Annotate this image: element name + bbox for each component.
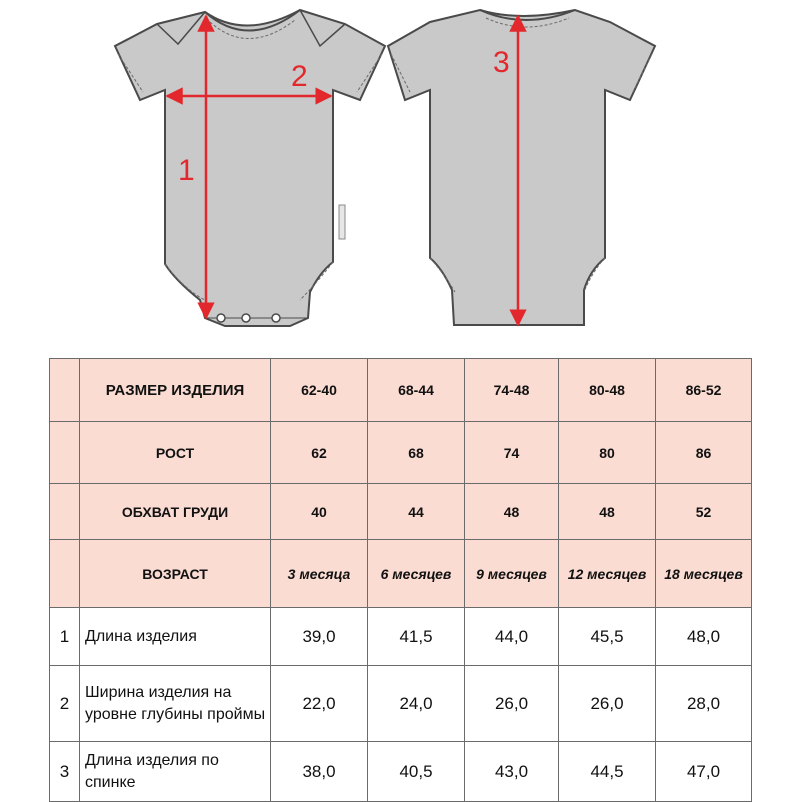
cell: 40 [271, 484, 368, 540]
cell: 44 [368, 484, 465, 540]
cell: 44,5 [559, 742, 656, 802]
cell: 80-48 [559, 359, 656, 422]
cell: 86 [656, 422, 752, 484]
cell: 18 месяцев [656, 540, 752, 608]
row-label: ВОЗРАСТ [80, 540, 271, 608]
cell: 28,0 [656, 666, 752, 742]
chest-row [50, 484, 752, 540]
cell: 41,5 [368, 608, 465, 666]
size-row [50, 359, 752, 422]
cell: 52 [656, 484, 752, 540]
cell: 86-52 [656, 359, 752, 422]
cell: 22,0 [271, 666, 368, 742]
row-label: Ширина изделия на уровне глубины проймы [80, 666, 271, 742]
row-number: 3 [50, 742, 80, 802]
cell: 74-48 [465, 359, 559, 422]
cell: 68 [368, 422, 465, 484]
height-row [50, 422, 752, 484]
cell: 62 [271, 422, 368, 484]
cell: 48 [465, 484, 559, 540]
measure-row-2 [50, 666, 752, 742]
cell: 26,0 [559, 666, 656, 742]
cell: 3 месяца [271, 540, 368, 608]
callout-2: 2 [291, 60, 308, 93]
cell: 68-44 [368, 359, 465, 422]
size-table [49, 358, 752, 802]
row-label: РОСТ [80, 422, 271, 484]
cell: 6 месяцев [368, 540, 465, 608]
row-label: Длина изделия по спинке [80, 742, 271, 802]
cell: 38,0 [271, 742, 368, 802]
cell: 26,0 [465, 666, 559, 742]
back-bodysuit [388, 10, 655, 325]
callout-3: 3 [493, 46, 510, 79]
row-label: Длина изделия [80, 608, 271, 666]
row-label: РАЗМЕР ИЗДЕЛИЯ [80, 359, 271, 422]
cell: 45,5 [559, 608, 656, 666]
age-row [50, 540, 752, 608]
bodysuit-diagram [0, 0, 800, 345]
cell: 12 месяцев [559, 540, 656, 608]
front-bodysuit [115, 10, 385, 326]
row-number: 2 [50, 666, 80, 742]
bodysuit-drawing [0, 0, 800, 345]
cell: 24,0 [368, 666, 465, 742]
cell: 80 [559, 422, 656, 484]
row-label: ОБХВАТ ГРУДИ [80, 484, 271, 540]
cell: 39,0 [271, 608, 368, 666]
cell: 40,5 [368, 742, 465, 802]
cell: 44,0 [465, 608, 559, 666]
cell: 48,0 [656, 608, 752, 666]
cell: 74 [465, 422, 559, 484]
cell: 62-40 [271, 359, 368, 422]
row-number: 1 [50, 608, 80, 666]
cell: 48 [559, 484, 656, 540]
cell: 43,0 [465, 742, 559, 802]
callout-1: 1 [178, 154, 195, 187]
measure-row-3 [50, 742, 752, 802]
cell: 9 месяцев [465, 540, 559, 608]
cell: 47,0 [656, 742, 752, 802]
measure-row-1 [50, 608, 752, 666]
